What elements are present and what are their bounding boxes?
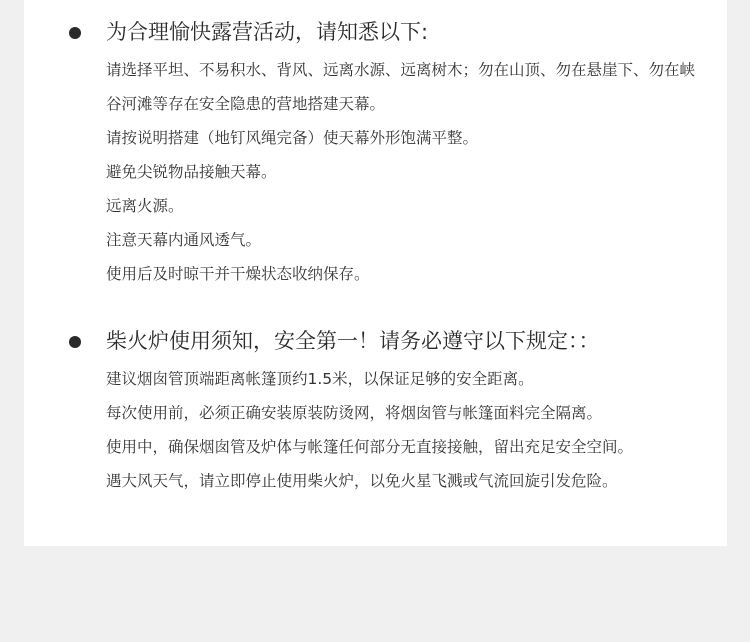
notice-item: 请按说明搭建（地钉风绳完备）使天幕外形饱满平整。 (106, 129, 479, 147)
section-heading: 为合理愉快露营活动，请知悉以下: (106, 20, 429, 44)
notice-item: 建议烟囱管顶端距离帐篷顶约1.5米，以保证足够的安全距离。 (106, 370, 534, 388)
notice-item: 注意天幕内通风透气。 (106, 231, 262, 249)
notice-item: 每次使用前，必须正确安装原装防烫网，将烟囱管与帐篷面料完全隔离。 (106, 404, 603, 422)
notice-item: 请选择平坦、不易积水、背风、远离水源、远离树木；勿在山顶、勿在悬崖下、勿在峡谷河滩等存在安全隐患的营地搭建天幕。 (106, 61, 696, 113)
notice-item: 使用中，确保烟囱管及炉体与帐篷任何部分无直接接触，留出充足安全空间。 (106, 438, 634, 456)
section-heading: 柴火炉使用须知，安全第一！请务必遵守以下规定：： (106, 329, 600, 353)
notice-list (106, 362, 696, 498)
section-heading-row (24, 326, 727, 356)
content-card (24, 0, 727, 546)
notice-item: 远离火源。 (106, 197, 184, 215)
bullet-dot-icon (69, 27, 81, 39)
bullet-dot-icon (69, 336, 81, 348)
notice-item: 遇大风天气，请立即停止使用柴火炉，以免火星飞溅或气流回旋引发危险。 (106, 472, 618, 490)
notice-item: 使用后及时晾干并干燥状态收纳保存。 (106, 265, 370, 283)
notice-list (106, 53, 696, 291)
section-heading-row (24, 17, 727, 47)
notice-item: 避免尖锐物品接触天幕。 (106, 163, 277, 181)
